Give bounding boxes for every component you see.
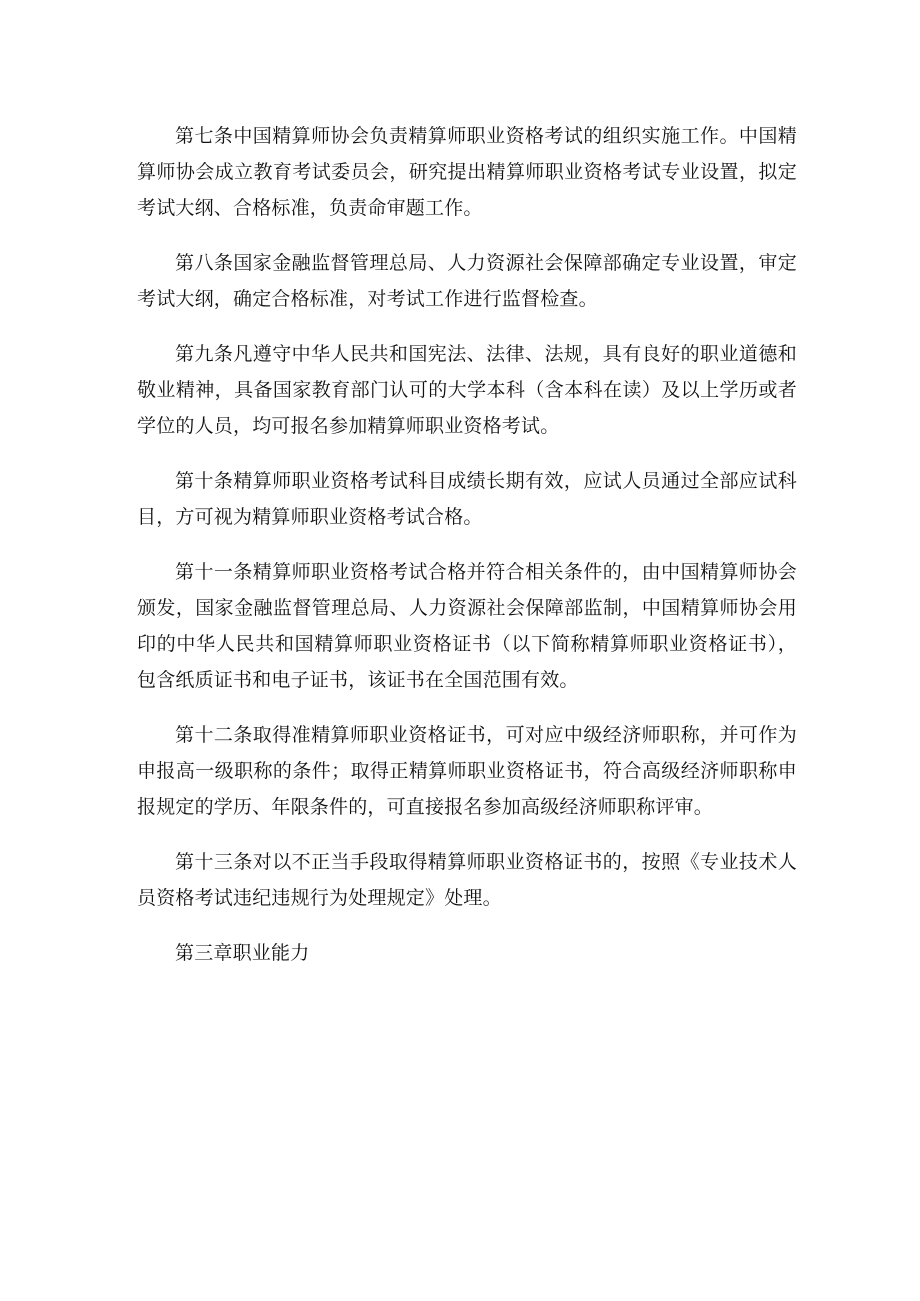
chapter-3-heading: 第三章职业能力 xyxy=(175,942,310,964)
article-9-paragraph: 第九条凡遵守中华人民共和国宪法、法律、法规，具有良好的职业道德和敬业精神，具备国家教育部门认可的大学本科（含本科在读）及以上学历或者学位的人员，均可报名参加精算师职业资格考试。 xyxy=(137,343,797,437)
article-10-paragraph: 第十条精算师职业资格考试科目成绩长期有效，应试人员通过全部应试科目，方可视为精算师职业资格考试合格。 xyxy=(137,470,797,528)
article-13-paragraph: 第十三条对以不正当手段取得精算师职业资格证书的，按照《专业技术人员资格考试违纪违规行为处理规定》处理。 xyxy=(137,851,797,909)
article-7-paragraph: 第七条中国精算师协会负责精算师职业资格考试的组织实施工作。中国精算师协会成立教育考试委员会，研究提出精算师职业资格考试专业设置，拟定考试大纲、合格标准，负责命审题工作。 xyxy=(137,125,797,219)
article-8-paragraph: 第八条国家金融监督管理总局、人力资源社会保障部确定专业设置，审定考试大纲，确定合格标准，对考试工作进行监督检查。 xyxy=(137,252,797,310)
article-11-paragraph: 第十一条精算师职业资格考试合格并符合相关条件的，由中国精算师协会颁发，国家金融监督管理总局、人力资源社会保障部监制，中国精算师协会用印的中华人民共和国精算师职业资格证书（以下简称精算师职业资格证书），包含纸质证书和电子证书，该证书在全国范围有效。 xyxy=(137,561,797,691)
article-12-paragraph: 第十二条取得准精算师职业资格证书，可对应中级经济师职称，并可作为申报高一级职称的条件；取得正精算师职业资格证书，符合高级经济师职称申报规定的学历、年限条件的，可直接报名参加高级经济师职称评审。 xyxy=(137,724,797,818)
document-body xyxy=(137,118,797,971)
